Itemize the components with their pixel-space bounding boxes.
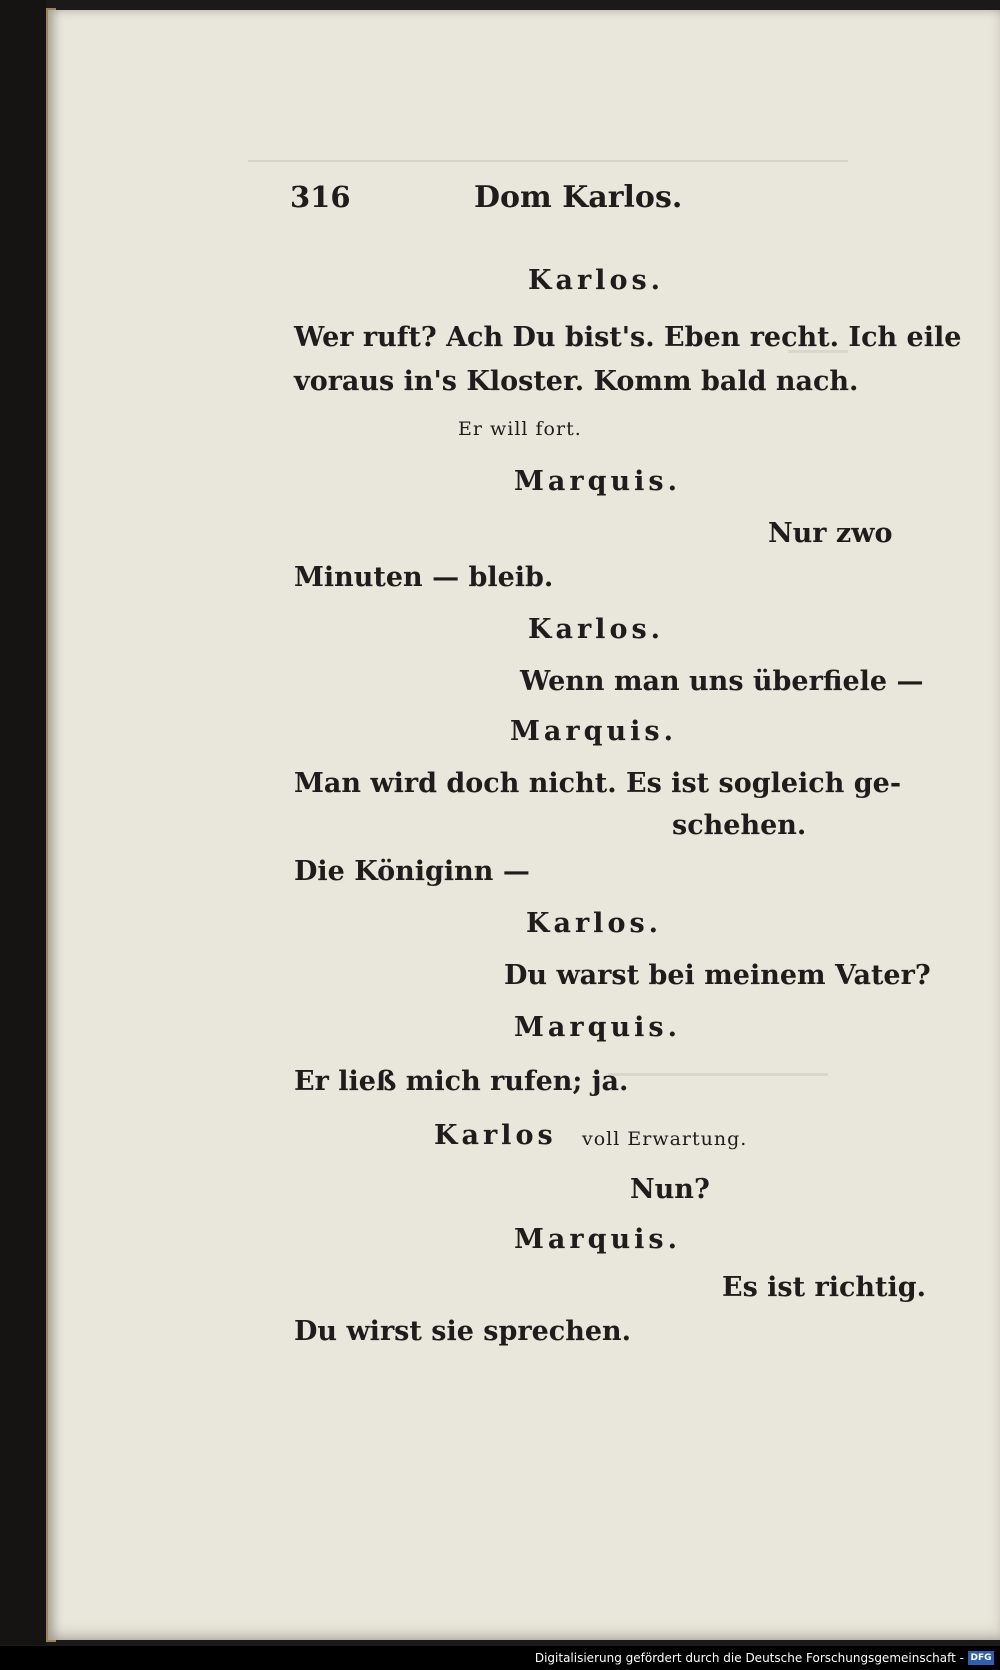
speaker-name: Marquis. [514,1224,681,1255]
text-line: Nun? [630,1174,710,1205]
running-head: Dom Karlos. [474,180,683,215]
text-line: Die Königinn — [294,856,530,887]
scan-background [0,0,46,1645]
speaker-name: Karlos. [526,908,663,939]
text-line: Er ließ mich rufen; ja. [294,1066,629,1097]
stage-direction: voll Erwartung. [582,1128,748,1150]
text-line: Man wird doch nicht. Es ist sogleich ge- [294,768,902,799]
digitization-footer [0,1646,1000,1670]
stage-direction: Er will fort. [458,418,582,440]
speaker-name: Marquis. [510,716,677,747]
speaker-name: Marquis. [514,1012,681,1043]
bleed-through-rule [248,160,848,163]
funding-credit: Digitalisierung gefördert durch die Deutsche Forschungsgemeinschaft - [534,1651,964,1665]
speaker-name: Marquis. [514,466,681,497]
speaker-name: Karlos [434,1120,557,1151]
speaker-name: Karlos. [528,265,665,296]
text-line: voraus in's Kloster. Komm bald nach. [294,366,859,397]
text-line: Du warst bei meinem Vater? [504,960,931,991]
text-line: Es ist richtig. [722,1272,927,1303]
book-page [48,10,1000,1640]
text-line: Wenn man uns überfiele — [520,666,924,697]
dfg-logo: DFG [968,1651,994,1665]
bleed-through-mark [608,1045,828,1076]
page-number: 316 [290,180,351,214]
text-line: Nur zwo [768,518,893,549]
text-line: schehen. [672,810,807,841]
text-line: Minuten — bleib. [294,562,554,593]
text-line: Du wirst sie sprechen. [294,1316,632,1347]
text-line: Wer ruft? Ach Du bist's. Eben recht. Ich eile [294,322,962,353]
speaker-name: Karlos. [528,614,665,645]
